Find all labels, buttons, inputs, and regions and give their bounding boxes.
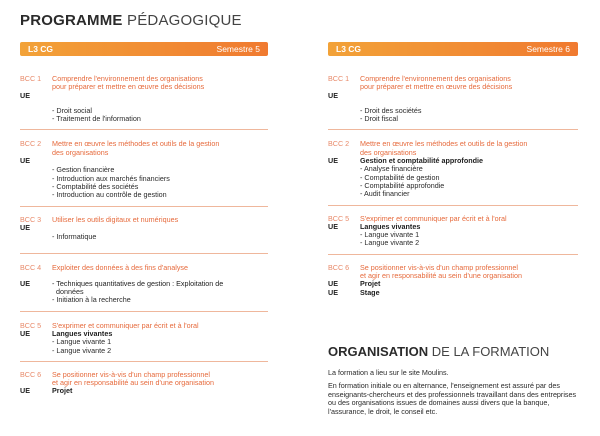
bcc-title-line: des organisations xyxy=(360,147,417,157)
organisation-heading xyxy=(328,344,578,359)
semester-6-column xyxy=(328,42,578,297)
organisation-section xyxy=(328,344,578,416)
bcc-title-line: des organisations xyxy=(52,147,109,157)
course-list xyxy=(20,107,268,124)
divider xyxy=(328,254,578,255)
ue-key: UE xyxy=(20,90,30,100)
course-list xyxy=(20,166,268,199)
bcc-code: BCC 6 xyxy=(20,369,42,379)
ue-key: UE xyxy=(20,386,30,396)
course-list xyxy=(20,233,268,241)
bcc-code: BCC 6 xyxy=(328,262,350,272)
course-item: - Introduction aux marchés financiers xyxy=(52,173,170,183)
ue-key: UE xyxy=(328,221,338,231)
organisation-description: En formation initiale ou en alternance, l'enseignement est assuré par des enseignants-chercheurs et des professionnels travaillant dans des entreprises ou des organisations issues de domaines aussi divers que la banque, l'assurance, le droit, le conseil etc. xyxy=(328,381,577,416)
bcc-title-line: Comprendre l'environnement des organisations xyxy=(360,74,511,83)
ue-key: UE xyxy=(20,328,30,338)
course-item: - Techniques quantitatives de gestion : Exploitation de xyxy=(52,278,224,288)
bcc-code: BCC 2 xyxy=(328,139,350,149)
ue-key: UE xyxy=(20,222,30,232)
bcc-title-line: et agir en responsabilité au sein d'une organisation xyxy=(52,378,215,388)
ue-title: Langues vivantes xyxy=(360,221,421,231)
divider xyxy=(328,205,578,206)
ue-key: UE xyxy=(20,156,30,166)
ue-title: Projet xyxy=(52,386,73,396)
organisation-heading-light: DE LA FORMATION xyxy=(431,344,550,359)
ue-row xyxy=(328,289,578,297)
bcc-block xyxy=(20,322,268,330)
course-item: - Initiation à la recherche xyxy=(52,295,131,305)
course-item: - Informatique xyxy=(52,232,97,242)
page-title-bold: PROGRAMME xyxy=(20,12,123,29)
bcc-code: BCC 1 xyxy=(328,74,350,83)
bcc-title-line: pour préparer et mettre en œuvre des décisions xyxy=(360,82,513,92)
bcc-block xyxy=(20,264,268,272)
semester-5-header xyxy=(20,42,268,56)
bcc-code: BCC 4 xyxy=(20,263,42,273)
divider xyxy=(20,361,268,362)
level-label: L3 CG xyxy=(28,44,54,54)
level-label: L3 CG xyxy=(336,44,362,54)
course-list xyxy=(20,288,268,305)
bcc-title-line: S'exprimer et communiquer par écrit et à l'oral xyxy=(52,320,199,330)
course-list xyxy=(328,165,578,198)
bcc-title-line: Mettre en œuvre les méthodes et outils de la gestion xyxy=(360,139,528,149)
course-item: - Droit social xyxy=(52,105,92,115)
ue-title: Projet xyxy=(360,279,381,289)
organisation-location: La formation a lieu sur le site Moulins. xyxy=(328,368,449,377)
ue-key: UE xyxy=(20,278,30,288)
ue-row xyxy=(20,224,268,232)
bcc-title-line: pour préparer et mettre en œuvre des décisions xyxy=(52,82,205,92)
semester-label: Semestre 5 xyxy=(216,44,260,54)
divider xyxy=(20,253,268,254)
bcc-title-line: et agir en responsabilité au sein d'une organisation xyxy=(360,271,523,281)
bcc-block xyxy=(328,215,578,223)
divider xyxy=(20,129,268,130)
course-item: - Comptabilité des sociétés xyxy=(52,181,139,191)
course-list xyxy=(328,107,578,124)
course-item: - Audit financier xyxy=(360,189,410,199)
bcc-code: BCC 5 xyxy=(328,213,350,223)
course-list xyxy=(20,338,268,355)
bcc-block xyxy=(328,264,578,281)
ue-row xyxy=(328,92,578,100)
page-title xyxy=(20,12,242,29)
bcc-title-line: Utiliser les outils digitaux et numériques xyxy=(52,214,179,224)
ue-title: Stage xyxy=(360,287,380,297)
course-item: - Gestion financière xyxy=(52,165,115,175)
course-item: - Comptabilité approfondie xyxy=(360,180,445,190)
course-item: - Droit des sociétés xyxy=(360,105,422,115)
semester-6-header xyxy=(328,42,578,56)
course-item: - Langue vivante 1 xyxy=(52,337,112,347)
divider xyxy=(20,206,268,207)
bcc-block xyxy=(20,140,268,157)
ue-title: Langues vivantes xyxy=(52,328,113,338)
organisation-heading-bold: ORGANISATION xyxy=(328,344,429,359)
course-item: - Traitement de l'information xyxy=(52,114,141,124)
course-item: - Analyse financière xyxy=(360,164,423,174)
ue-row xyxy=(20,92,268,100)
bcc-code: BCC 1 xyxy=(20,74,42,83)
course-list xyxy=(328,231,578,248)
bcc-code: BCC 2 xyxy=(20,139,42,149)
bcc-block xyxy=(20,216,268,224)
ue-title: Gestion et comptabilité approfondie xyxy=(360,156,483,166)
ue-key: UE xyxy=(328,156,338,166)
bcc-block xyxy=(20,371,268,388)
course-item: - Langue vivante 1 xyxy=(360,230,420,240)
bcc-code: BCC 3 xyxy=(20,214,42,224)
bcc-title-line: S'exprimer et communiquer par écrit et à l'oral xyxy=(360,213,507,223)
divider xyxy=(20,311,268,312)
course-item: données xyxy=(52,287,84,297)
bcc-block xyxy=(328,140,578,157)
bcc-code: BCC 5 xyxy=(20,320,42,330)
ue-row xyxy=(20,157,268,165)
bcc-block xyxy=(20,75,268,92)
bcc-title-line: Exploiter des données à des fins d'analyse xyxy=(52,263,189,273)
bcc-title-line: Se positionner vis-à-vis d'un champ professionnel xyxy=(360,262,518,272)
divider xyxy=(328,129,578,130)
ue-key: UE xyxy=(328,279,338,289)
course-item: - Droit fiscal xyxy=(360,114,398,124)
bcc-title-line: Se positionner vis-à-vis d'un champ professionnel xyxy=(52,369,210,379)
course-item: - Introduction au contrôle de gestion xyxy=(52,190,167,200)
bcc-title-line: Mettre en œuvre les méthodes et outils de la gestion xyxy=(52,139,220,149)
course-item: - Langue vivante 2 xyxy=(52,345,112,355)
bcc-title-line: Comprendre l'environnement des organisations xyxy=(52,74,203,83)
course-item: - Langue vivante 2 xyxy=(360,238,420,248)
bcc-block xyxy=(328,75,578,92)
ue-row xyxy=(20,387,268,395)
page-title-light: PÉDAGOGIQUE xyxy=(127,12,242,29)
course-item: - Comptabilité de gestion xyxy=(360,172,440,182)
ue-key: UE xyxy=(328,90,338,100)
ue-key: UE xyxy=(328,287,338,297)
semester-5-column xyxy=(20,42,268,396)
semester-label: Semestre 6 xyxy=(526,44,570,54)
